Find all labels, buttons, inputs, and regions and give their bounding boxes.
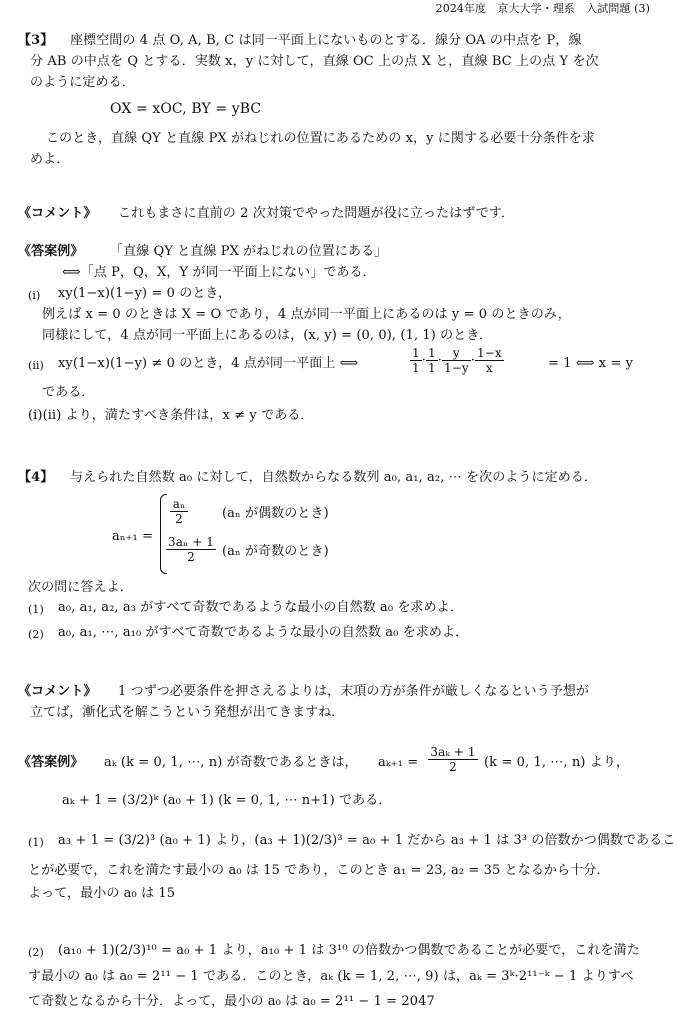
recurrence-case-1-fraction: $\frac{\text{aₙ}}{2}$ xyxy=(170,497,188,526)
answer-4-line-2: aₖ + 1 = (3/2)ᵏ (a₀ + 1) (k = 0, 1, ⋯ n+1) である． xyxy=(62,793,392,808)
question-1-label: (1) xyxy=(28,603,44,616)
question-1-text: a₀, a₁, a₂, a₃ がすべて奇数であるような最小の自然数 a₀ を求めよ． xyxy=(58,600,463,615)
case-ii-fractions: $\frac{1}{1}$ · $\frac{1}{1}$ · $\frac{y}{1-y}$ · $\frac{1-x}{x}$ xyxy=(412,346,502,375)
comment-4-line-2: 立てば，漸化式を解こうという発想が出てきますね． xyxy=(30,705,345,720)
problem-3-line-4: このとき，直線 QY と直線 PX がねじれの位置にあるための x，y に関する必要十分条件を求 xyxy=(46,131,595,146)
solution-2-line-b: す最小の a₀ は a₀ = 2¹¹ − 1 である．このとき，aₖ (k = 1, 2, ⋯, 9) は，aₖ = 3ᵏ·2¹¹⁻ᵏ − 1 よりすべ xyxy=(28,969,634,984)
problem-3-vector-equation: OX = xOC, BY = yBC xyxy=(110,101,262,117)
solution-2-line-a: (a₁₀ + 1)(2/3)¹⁰ = a₀ + 1 より，a₁₀ + 1 は 3¹⁰ の倍数かつ偶数であることが必要で，これを満た xyxy=(58,943,640,958)
answer-3-label: 《答案例》 xyxy=(18,244,84,259)
answer-3-line-1: 「直線 QY と直線 PX がねじれの位置にある」 xyxy=(110,244,388,259)
answer-3-conclusion: (ⅰ)(ⅱ) より，満たすべき条件は，x ≠ y である． xyxy=(28,408,314,423)
solution-1-line-c: よって，最小の a₀ は 15 xyxy=(28,886,176,901)
recurrence-lhs: aₙ₊₁ = xyxy=(112,529,154,544)
answer-4-line-1b: aₖ₊₁ = xyxy=(378,755,419,770)
fraction: $\frac{y}{1-y}$ xyxy=(443,346,469,375)
case-i-line-3: 同様にして，4 点が同一平面上にあるのは，(x, y) = (0, 0), (1, 1) のとき． xyxy=(42,328,493,343)
case-ii-line-1: xy(1−x)(1−y) ≠ 0 のとき，4 点が同一平面上 ⟺ xyxy=(58,356,359,371)
case-ii-label: (ⅱ) xyxy=(28,359,44,372)
question-2-text: a₀, a₁, ⋯, a₁₀ がすべて奇数であるような最小の自然数 a₀ を求めよ． xyxy=(58,625,469,640)
fraction: $\frac{1}{1}$ xyxy=(427,346,436,375)
problem-3-line-5: めよ． xyxy=(30,152,70,167)
case-i-label: (ⅰ) xyxy=(28,289,41,302)
solution-2-line-c: て奇数となるから十分．よって，最小の a₀ は a₀ = 2¹¹ − 1 = 2047 xyxy=(28,994,435,1009)
problem-3-line-2: 分 AB の中点を Q とする．実数 x，y に対して，直線 OC 上の点 X と，直線 BC 上の点 Y を次 xyxy=(30,54,599,69)
problem-3-line-3: のように定める． xyxy=(30,75,135,90)
comment-3-text: これもまさに直前の 2 次対策でやった問題が役に立ったはずです． xyxy=(118,206,515,221)
recurrence-case-1-condition: (aₙ が偶数のとき) xyxy=(222,506,329,521)
comment-4-label: 《コメント》 xyxy=(18,684,97,699)
case-i-line-1: xy(1−x)(1−y) = 0 のとき， xyxy=(58,286,232,301)
fraction: $\frac{1-x}{x}$ xyxy=(476,346,502,375)
case-ii-equation-rhs: = 1 ⟺ x = y xyxy=(548,356,634,371)
problem-4-heading: 【4】 xyxy=(18,470,54,485)
page-header: 2024年度 京大大学・理系 入試問題 (3) xyxy=(435,2,650,15)
question-2-label: (2) xyxy=(28,628,44,641)
problem-4-line-2: 次の問に答えよ． xyxy=(28,580,133,595)
problem-4-line-1: 与えられた自然数 a₀ に対して，自然数からなる数列 a₀, a₁, a₂, ⋯ を次のように定める． xyxy=(70,470,598,485)
answer-3-line-2: ⟺「点 P，Q，X，Y が同一平面上にない」である． xyxy=(62,265,376,280)
solution-1-line-b: とが必要で，これを満たす最小の a₀ は 15 であり，このとき a₁ = 23, a₂ = 35 となるから十分． xyxy=(28,863,610,878)
problem-3-heading: 【3】 xyxy=(18,33,54,48)
problem-3-line-1: 座標空間の 4 点 O, A, B, C は同一平面上にないものとする．線分 OA の中点を P，線 xyxy=(70,33,582,48)
case-i-line-2: 例えば x = 0 のときは X = O であり，4 点が同一平面上にあるのは y = 0 のときのみ， xyxy=(42,307,571,322)
recurrence-case-2-fraction: $\frac{\text{3aₙ + 1}}{2}$ xyxy=(168,535,214,564)
solution-2-label: (2) xyxy=(28,946,44,959)
recurrence-case-2-condition: (aₙ が奇数のとき) xyxy=(222,544,329,559)
comment-4-line-1: 1 つずつ必要条件を押さえるよりは，末項の方が条件が厳しくなるという予想が xyxy=(118,684,590,699)
answer-4-line-1c: (k = 0, 1, ⋯, n) より， xyxy=(484,755,630,770)
solution-1-label: (1) xyxy=(28,836,44,849)
answer-4-fraction: $\frac{\text{3aₖ + 1}}{2}$ xyxy=(428,745,478,774)
comment-3-label: 《コメント》 xyxy=(18,206,97,221)
fraction: $\frac{1}{1}$ xyxy=(412,346,420,375)
solution-1-line-a: a₃ + 1 = (3/2)³ (a₀ + 1) より，(a₃ + 1)(2/3)³ = a₀ + 1 だから a₃ + 1 は 3³ の倍数かつ偶数であるこ xyxy=(58,833,676,848)
case-ii-line-2: である． xyxy=(42,385,95,400)
answer-4-label: 《答案例》 xyxy=(18,755,84,770)
answer-4-line-1a: aₖ (k = 0, 1, ⋯, n) が奇数であるときは， xyxy=(104,755,358,770)
